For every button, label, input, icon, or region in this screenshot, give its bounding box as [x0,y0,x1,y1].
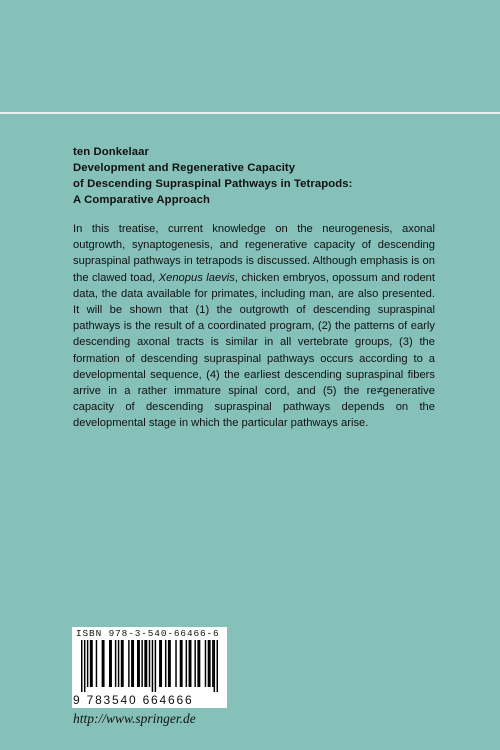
barcode-bar [214,640,215,692]
barcode-bar [168,640,171,687]
barcode-bar [118,640,119,687]
abstract-text-1: In this treatise, current knowledge on the neurogenesis, axonal outgrowth, synaptogenesis, and regenerative capacity of descending supraspinal pathways in tetrapods is discussed. Although emphasis is on the clawed toad, [73,223,435,284]
barcode-bar [180,640,183,687]
barcode-bar [217,640,218,692]
barcode-bar [149,640,150,687]
barcode-bar [141,640,142,687]
barcode-bar [189,640,192,687]
barcode-box [72,627,227,708]
barcode-bar [102,640,105,687]
title-line-2: of Descending Supraspinal Pathways in Tetrapods: [73,178,353,190]
barcode-bar [175,640,176,687]
abstract-paragraph [73,221,435,432]
abstract-text-2: , chicken embryos, opossum and rodent data, the data available for primates, including man, are also presented. It will be shown that (1) the outgrowth of descending supraspinal pathways is the result of a coordinated program, (2) the patterns of early descending axonal tracts is similar in all vertebrate groups, (3) the formation of descending supraspinal pathways occurs according to a developmental sequence, (4) the earliest descending supraspinal fibers arrive in a rather immature spinal cord, and (5) the re≠generative capacity of descending supraspinal pathways depends on the developmental stage in which the particular pathways arise. [73,271,435,430]
isbn-label: ISBN 978-3-540-66466-6 [76,628,220,639]
title-line-3: A Comparative Approach [73,194,210,206]
title-line-1: Development and Regenerative Capacity [73,162,296,174]
barcode-bar [197,640,200,687]
barcode-bar [194,640,195,687]
barcode-bar [87,640,88,687]
ean-digits: 9 783540 664666 [73,693,194,707]
author-name: ten Donkelaar [73,146,150,158]
barcode-bar [115,640,116,687]
barcode-bar [90,640,93,687]
barcode-bar [208,640,211,687]
barcode-bar [96,640,97,687]
barcode-bar [81,640,82,692]
book-heading [73,144,435,208]
barcode-bar [186,640,187,687]
barcode-bar [212,640,213,687]
barcode-bar [155,640,156,692]
barcode-bar [152,640,153,692]
species-name: Xenopus laevis [158,271,235,284]
publisher-url: http://www.springer.de [73,711,196,726]
barcode-bar [144,640,147,687]
header-rule [0,112,500,114]
barcode-bar [121,640,124,687]
barcode-bar [128,640,129,687]
barcode-bar [137,640,140,687]
barcode-bar [159,640,162,687]
barcode-bar [205,640,206,687]
barcode-bar [131,640,134,687]
back-cover-text [73,144,435,432]
barcode-bar [165,640,166,687]
barcode-bar [109,640,112,687]
barcode-bar [84,640,85,692]
barcode-image [75,640,224,692]
